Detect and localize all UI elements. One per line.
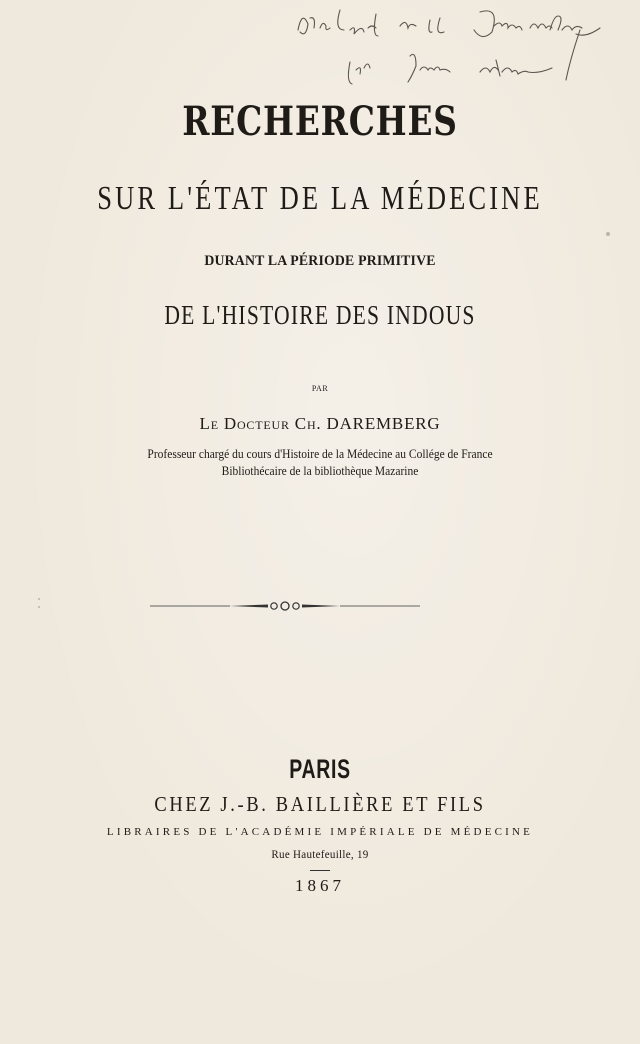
subtitle-line-2: DURANT LA PÉRIODE PRIMITIVE xyxy=(204,253,436,269)
imprint-address: Rue Hautefeuille, 19 xyxy=(271,847,369,861)
imprint-city: PARIS xyxy=(289,754,351,784)
author-role-1: Professeur chargé du cours d'Histoire de la Médecine au Collége de France xyxy=(147,447,493,461)
short-rule xyxy=(310,870,330,871)
author-role-2: Bibliothécaire de la bibliothèque Mazarine xyxy=(221,464,419,478)
paper-speck xyxy=(606,232,610,236)
imprint-booksellers: LIBRAIRES DE L'ACADÉMIE IMPÉRIALE DE MÉDECINE xyxy=(106,826,534,838)
ornament-icon xyxy=(150,596,420,616)
subtitle-line-1: SUR L'ÉTAT DE LA MÉDECINE xyxy=(97,180,543,217)
handwriting-scribble xyxy=(280,0,620,100)
subtitle-line-3: DE L'HISTOIRE DES INDOUS xyxy=(164,300,476,330)
imprint-year: 1867 xyxy=(295,876,345,895)
handwritten-dedication xyxy=(280,0,620,100)
author-prefix: Le Docteur Ch. xyxy=(199,414,322,433)
paper-speck xyxy=(38,598,40,600)
by-label: PAR xyxy=(311,384,329,393)
ornamental-rule xyxy=(150,596,420,616)
author-surname: DAREMBERG xyxy=(326,414,441,433)
author-line xyxy=(0,414,640,434)
paper-speck xyxy=(38,606,40,608)
imprint-publisher: CHEZ J.-B. BAILLIÈRE ET FILS xyxy=(154,792,486,816)
book-title: RECHERCHES xyxy=(182,98,458,145)
